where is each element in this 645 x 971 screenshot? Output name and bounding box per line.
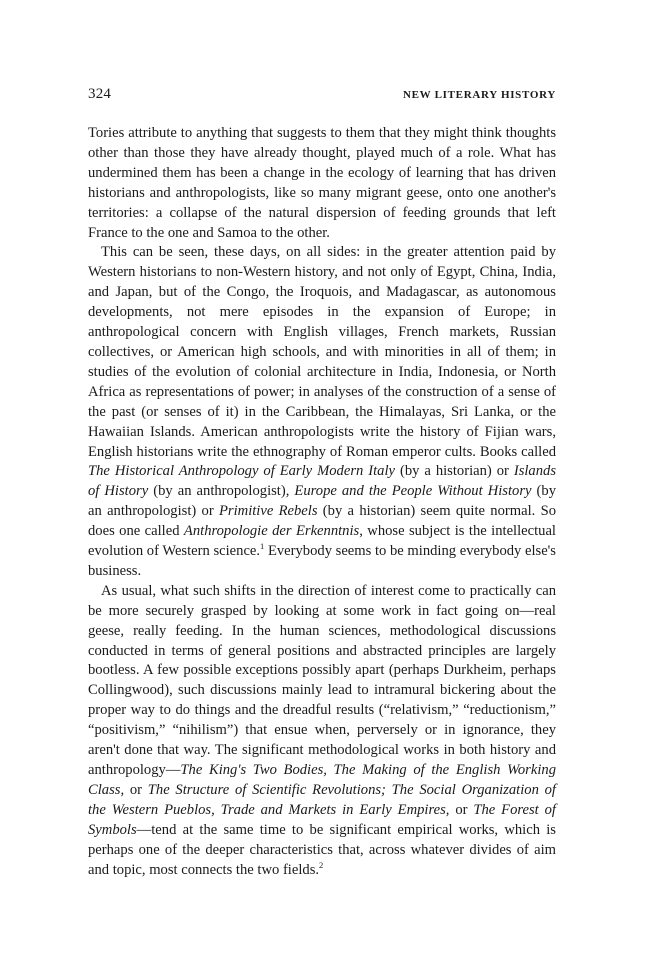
- running-head: NEW LITERARY HISTORY: [402, 89, 556, 101]
- paragraph: [88, 582, 556, 881]
- footnote-marker: 2: [319, 859, 324, 870]
- italic-title: The King's Two Bodies, The Making of the English Working Class,: [88, 762, 556, 798]
- text-run: (by an anthropologist),: [148, 483, 295, 500]
- paragraph: [88, 124, 556, 243]
- text-run: As usual, what such shifts in the direction of interest come to practically can be more securely grasped by looking at some work in fact going on—real geese, really feeding. In the human sciences, methodological discussions conducted in terms of general positions and abstracted principles are largely bootless. A few possible exceptions possibly apart (perhaps Durkheim, perhaps Collingwood), such discussions mainly lead to intramural bickering about the proper way to do things and the dreadful results (“relativism,” “reductionism,” “positivism,” “nihilism”) that ensue when, perversely or in ignorance, they aren't done that way. The significant methodological works in both history and anthropology—: [88, 582, 556, 778]
- italic-title: Islands of History: [88, 463, 556, 500]
- book-page: [88, 86, 556, 880]
- italic-title: The Forest of Symbols: [88, 801, 556, 838]
- text-run: This can be seen, these days, on all sides: in the greater attention paid by Western historians to non-Western history, and not only of Egypt, China, India, and Japan, but of the Congo, the Iroquois, and Madagascar, as autonomous developments, not mere episodes in the expansion of Europe; in anthropological concern with English villages, French markets, Russian collectives, or American high schools, and with minorities in all of them; in studies of the evolution of colonial architecture in India, Indonesia, or North Africa as representations of power; in analyses of the construction of a sense of the past (or senses of it) in the Caribbean, the Himalayas, Sri Lanka, or the Hawaiian Islands. American anthropologists write the history of Fijian wars, English historians write the ethnography of Roman emperor cults. Books called: [88, 244, 556, 460]
- text-run: or: [449, 801, 474, 818]
- text-run: or: [124, 781, 148, 798]
- italic-title: Primitive Rebels: [219, 503, 318, 520]
- page-number: 324: [88, 86, 112, 102]
- text-run: (by a historian) or: [395, 463, 514, 480]
- italic-title: Anthropologie der Erkenntnis: [183, 523, 360, 540]
- italic-title: Europe and the People Without History: [294, 483, 532, 500]
- paragraph: [88, 243, 556, 581]
- footnote-marker: 1: [260, 541, 265, 552]
- text-run: , whose subject is the intellectual evolution of Western science.: [88, 523, 556, 560]
- text-run: Everybody seems to be minding everybody else's business.: [88, 543, 556, 579]
- text-run: Tories attribute to anything that suggests to them that they might think thoughts other than those they have already thought, played much of a role. What has undermined them has been a change in the ecology of learning that has driven historians and anthropologists, like so many migrant geese, onto one another's territories: a collapse of the natural dispersion of feeding grounds that left France to the one and Samoa to the other.: [88, 125, 556, 241]
- body-text: [88, 124, 556, 880]
- italic-title: The Structure of Scientific Revolutions; The Social Organization of the Western Pueblos, Trade and Markets in Early Empires,: [88, 781, 556, 818]
- text-run: (by an anthropologist) or: [88, 483, 556, 520]
- page-header: [88, 86, 556, 106]
- text-run: (by a historian) seem quite normal. So does one called: [88, 503, 557, 540]
- text-run: —tend at the same time to be significant empirical works, which is perhaps one of the deeper characteristics that, across whatever divides of aim and topic, most connects the two fields.: [88, 821, 556, 878]
- italic-title: The Historical Anthropology of Early Modern Italy: [88, 463, 396, 480]
